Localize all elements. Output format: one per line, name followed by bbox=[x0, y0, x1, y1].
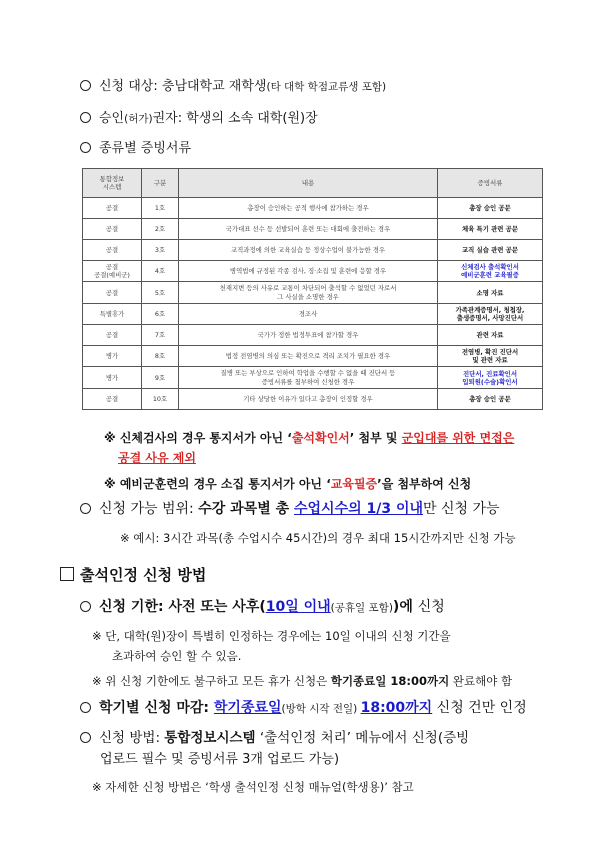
cell-system: 공결 bbox=[83, 325, 142, 346]
header-system: 통합정보 시스템 bbox=[83, 169, 142, 198]
cell-proof: 전염병, 확진 진단서 및 관련 자료 bbox=[438, 346, 543, 367]
note2-tail: 완료해야 함 bbox=[449, 674, 513, 688]
cell-proof: 총장 승인 공문 bbox=[438, 389, 543, 410]
deadline-days: 10일 이내 bbox=[265, 599, 331, 615]
note2-highlight: 교육필증 bbox=[330, 477, 378, 491]
square-bullet-icon bbox=[60, 567, 74, 581]
cell-content: 법정 전염병의 의심 또는 확진으로 격리 조치가 필요한 경우 bbox=[179, 346, 438, 367]
evidence-table bbox=[82, 168, 543, 410]
section2-title bbox=[60, 566, 206, 584]
cell-system: 공결 bbox=[83, 198, 142, 219]
method-system: 통합정보시스템 bbox=[164, 730, 256, 746]
note1-interview: 군입대를 위한 면접은 bbox=[401, 431, 515, 445]
deadline-label: 신청 기한: 사전 또는 사후( bbox=[99, 599, 266, 615]
target-label: 신청 대상: bbox=[99, 79, 158, 94]
method-text: ‘출석인정 처리’ 메뉴에서 신청(증빙 bbox=[255, 730, 470, 746]
cell-system: 병가 bbox=[83, 346, 142, 367]
sem-tail: 신청 건만 인정 bbox=[432, 700, 527, 716]
cell-proof: 교직 실습 관련 공문 bbox=[438, 240, 543, 261]
circle-bullet-icon bbox=[80, 142, 91, 153]
bullet-target bbox=[80, 78, 386, 96]
cell-proof: 소명 자료 bbox=[438, 282, 543, 304]
deadline-note1-l1: ※ 단, 대학(원)장이 특별히 인정하는 경우에는 10일 이내의 신청 기간을 bbox=[92, 629, 451, 643]
manual-note: ※ 자세한 신청 방법은 ‘학생 출석인정 신청 매뉴얼(학생용)’ 참고 bbox=[92, 780, 414, 794]
deadline-note2 bbox=[92, 672, 512, 690]
cell-content: 병역법에 규정된 각종 검사, 징·소집 및 훈련에 응할 경우 bbox=[179, 261, 438, 282]
bullet-deadline bbox=[80, 598, 445, 617]
table-header-row bbox=[83, 169, 543, 198]
cell-category: 7호 bbox=[142, 325, 179, 346]
note2-text2: ’을 첨부하여 신청 bbox=[377, 477, 472, 491]
target-note: (타 대학 학점교류생 포함) bbox=[266, 81, 387, 93]
cell-category: 3호 bbox=[142, 240, 179, 261]
circle-bullet-icon bbox=[80, 732, 91, 743]
note1-text2: ’ 첨부 및 bbox=[349, 431, 402, 445]
cell-system: 공결 bbox=[83, 240, 142, 261]
cell-category: 8호 bbox=[142, 346, 179, 367]
table-row bbox=[83, 282, 543, 304]
cell-category: 2호 bbox=[142, 219, 179, 240]
method-line2: 업로드 필수 및 증빙서류 3개 업로드 가능) bbox=[100, 752, 340, 767]
header-category: 구분 bbox=[142, 169, 179, 198]
cell-content: 국가가 정한 법정투표에 참가할 경우 bbox=[179, 325, 438, 346]
table-row bbox=[83, 240, 543, 261]
cell-system: 특별휴가 bbox=[83, 304, 142, 325]
circle-bullet-icon bbox=[80, 601, 91, 612]
cell-category: 1호 bbox=[142, 198, 179, 219]
bullet-range bbox=[80, 500, 500, 518]
table-row bbox=[83, 389, 543, 410]
cell-system: 병가 bbox=[83, 367, 142, 389]
cell-category: 9호 bbox=[142, 367, 179, 389]
table-row bbox=[83, 219, 543, 240]
note2-text: ※ 예비군훈련의 경우 소집 통지서가 아닌 ‘ bbox=[104, 477, 331, 491]
range-limit: 수업시수의 1/3 이내 bbox=[294, 501, 424, 517]
bullet-semester-deadline bbox=[80, 699, 527, 718]
circle-bullet-icon bbox=[80, 503, 91, 514]
note2-a: ※ 위 신청 기한에도 불구하고 모든 휴가 신청은 bbox=[92, 674, 331, 688]
range-label: 신청 가능 범위: bbox=[99, 501, 199, 517]
cell-category: 10호 bbox=[142, 389, 179, 410]
note1-text: ※ 신체검사의 경우 통지서가 아닌 ‘ bbox=[104, 431, 292, 445]
cell-category: 6호 bbox=[142, 304, 179, 325]
circle-bullet-icon bbox=[80, 702, 91, 713]
cell-system: 공결 bbox=[83, 282, 142, 304]
header-proof: 증빙서류 bbox=[438, 169, 543, 198]
bullet-approver bbox=[80, 110, 318, 128]
header-content: 내용 bbox=[179, 169, 438, 198]
cell-proof: 총장 승인 공문 bbox=[438, 198, 543, 219]
table-row bbox=[83, 198, 543, 219]
note1-exclusion: 공결 사유 제외 bbox=[118, 451, 196, 465]
sem-label: 학기별 신청 마감: bbox=[99, 700, 214, 716]
cell-content: 총장이 승인하는 공적 행사에 참가하는 경우 bbox=[179, 198, 438, 219]
table-row bbox=[83, 367, 543, 389]
cell-system: 공결 공결(예비군) bbox=[83, 261, 142, 282]
bullet-types bbox=[80, 140, 191, 158]
types-label: 종류별 증빙서류 bbox=[99, 141, 192, 156]
sem-note: (방학 시작 전일) bbox=[281, 703, 361, 715]
range-example: ※ 예시: 3시간 과목(총 수업시수 45시간)의 경우 최대 15시간까지만 신청 가능 bbox=[120, 531, 516, 545]
cell-proof: 관련 자료 bbox=[438, 325, 543, 346]
cell-proof: 체육 특기 관련 공문 bbox=[438, 219, 543, 240]
cell-content: 천재지변 등의 사유로 교통이 차단되어 출석할 수 없었던 자로서 그 사실을 소명한 경우 bbox=[179, 282, 438, 304]
note-physical-exam-l2 bbox=[118, 449, 196, 467]
approver-note: (허가) bbox=[124, 113, 153, 125]
cell-content: 교직과정에 의한 교육실습 등 정상수업이 불가능한 경우 bbox=[179, 240, 438, 261]
table-row bbox=[83, 346, 543, 367]
circle-bullet-icon bbox=[80, 80, 91, 91]
cell-category: 5호 bbox=[142, 282, 179, 304]
circle-bullet-icon bbox=[80, 112, 91, 123]
cell-content: 기타 상당한 이유가 있다고 총장이 인정할 경우 bbox=[179, 389, 438, 410]
cell-system: 공결 bbox=[83, 389, 142, 410]
cell-content: 질병 또는 부상으로 인하여 학업을 수행할 수 없을 때 진단서 등 증빙서류를 첨부하여 신청한 경우 bbox=[179, 367, 438, 389]
deadline-note: (공휴일 포함) bbox=[330, 602, 393, 614]
table-row bbox=[83, 325, 543, 346]
cell-proof: 진단서, 진료확인서 입퇴원(수술)확인서 bbox=[438, 367, 543, 389]
method-label: 신청 방법: bbox=[99, 730, 165, 746]
deadline-tail: 신청 bbox=[417, 599, 445, 615]
cell-content: 국가대표 선수 등 선발되어 훈련 또는 대회에 출전하는 경우 bbox=[179, 219, 438, 240]
range-tail: 만 신청 가능 bbox=[423, 501, 500, 517]
cell-category: 4호 bbox=[142, 261, 179, 282]
bullet-method bbox=[80, 729, 469, 747]
deadline-mid: )에 bbox=[392, 599, 418, 615]
note2-deadline: 학기종료일 18:00까지 bbox=[330, 674, 450, 688]
note1-highlight: 출석확인서 bbox=[291, 431, 350, 445]
cell-proof: 가족관계증명서, 청첩장, 출생증명서, 사망진단서 bbox=[438, 304, 543, 325]
table-row bbox=[83, 261, 543, 282]
range-bold: 수강 과목별 총 bbox=[198, 501, 294, 517]
sem-end-day: 학기종료일 bbox=[213, 700, 282, 716]
cell-system: 공결 bbox=[83, 219, 142, 240]
note-reserve bbox=[104, 475, 471, 493]
approver-label: 승인 bbox=[99, 111, 125, 126]
cell-proof: 신체검사 출석확인서 예비군훈련 교육필증 bbox=[438, 261, 543, 282]
note-physical-exam bbox=[104, 429, 514, 447]
section2-title-text: 출석인정 신청 방법 bbox=[80, 566, 207, 584]
cell-content: 경조사 bbox=[179, 304, 438, 325]
sem-time: 18:00까지 bbox=[360, 700, 433, 716]
table-row bbox=[83, 304, 543, 325]
deadline-note1-l2: 초과하여 승인 할 수 있음. bbox=[112, 649, 242, 663]
approver-text: 권자: 학생의 소속 대학(원)장 bbox=[152, 111, 318, 126]
target-text: 충남대학교 재학생 bbox=[157, 79, 267, 94]
